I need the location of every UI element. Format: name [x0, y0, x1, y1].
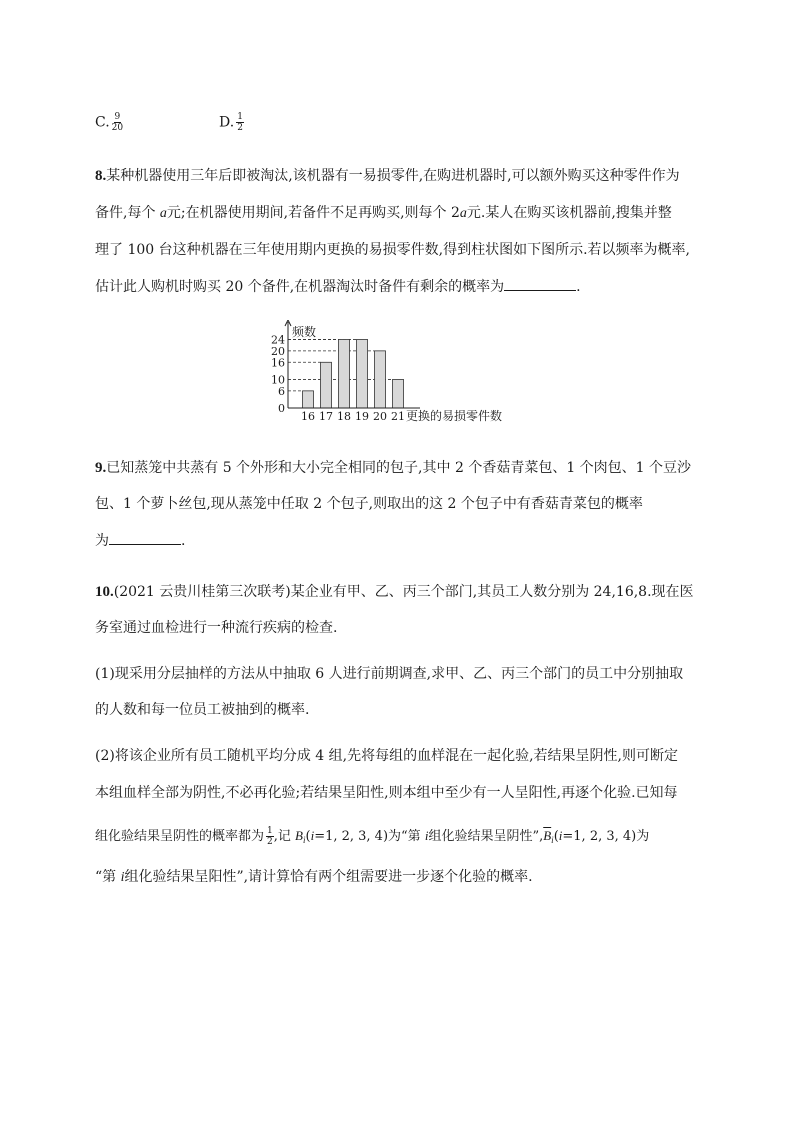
q10-line2: 务室通过血检进行一种流行疾病的检查. [95, 620, 338, 636]
y-tick-label: 6 [278, 384, 285, 398]
q10-part1-line2: 的人数和每一位员工被抽到的概率. [95, 702, 310, 718]
q9-answer-blank [109, 530, 181, 545]
option-c-fraction: $\frac{9}{20}$ [111, 112, 124, 133]
y-axis-title: 频数 [292, 325, 317, 339]
q10-part2-line4: “第 i组化验结果呈阳性”,请计算恰有两个组需要进一步逐个化验的概率. [95, 869, 533, 885]
q10-line1: 10.(2021 云贵川桂第三次联考)某企业有甲、乙、丙三个部门,其员工人数分别为 24,16,8.现在医 [95, 584, 694, 600]
q10-part2-line1: (2)将该企业所有员工随机平均分成 4 组,先将每组的血样混在一起化验,若结果呈阴性,则可断定 [95, 748, 678, 764]
q10-part2-line2: 本组血样全部为阴性,不必再化验;若结果呈阳性,则本组中至少有一人呈阳性,再逐个化验.已知每 [95, 785, 678, 801]
x-tick-label: 18 [337, 410, 351, 423]
y-tick-label: 20 [271, 344, 285, 358]
half-fraction: $\frac{1}{2}$ [267, 826, 273, 847]
bar [303, 391, 314, 408]
bar-chart [260, 320, 560, 430]
bar [339, 339, 350, 408]
q9-number: 9. [95, 460, 107, 476]
y-tick-label: 24 [271, 333, 285, 347]
bar [393, 379, 404, 408]
y-tick-label: 16 [271, 356, 285, 370]
x-tick-label: 20 [373, 410, 387, 423]
x-tick-label: 19 [355, 410, 369, 423]
option-c-label: C. [95, 114, 110, 131]
q8-answer-blank [504, 276, 576, 291]
x-tick-label: 17 [319, 410, 333, 423]
x-tick-label: 16 [301, 410, 315, 423]
q10-part1-line1: (1)现采用分层抽样的方法从中抽取 6 人进行前期调查,求甲、乙、丙三个部门的员工中分别抽取 [95, 666, 684, 682]
q8-line2: 备件,每个 a元;在机器使用期间,若备件不足再购买,则每个 2a元.某人在购买该机器前,搜集并整 [95, 205, 672, 221]
option-d-fraction: $\frac{1}{2}$ [237, 112, 243, 133]
bar [321, 362, 332, 408]
q10-part2-line3: 组化验结果呈阴性的概率都为 $\frac{1}{2}$ ,记 $B_i(i=1$, 2, 3, 4)为“第 i组化验结果呈阴性$”,\overline{B}_i(i=1$, 2, 3, 4)为 [95, 826, 650, 847]
option-d [219, 112, 244, 133]
x-tick-label: 21 [391, 410, 405, 423]
q8-number: 8. [95, 168, 107, 184]
bar [357, 339, 368, 408]
x-axis-title: 更换的易损零件数 [406, 409, 503, 423]
q9-line3: 为 . [95, 530, 185, 551]
option-c [95, 112, 123, 133]
q9-line2: 包、1 个萝卜丝包,现从蒸笼中任取 2 个包子,则取出的这 2 个包子中有香菇青菜包的概率 [95, 496, 643, 512]
y-tick-label: 10 [271, 373, 285, 387]
option-d-label: D. [219, 114, 235, 131]
bar [375, 351, 386, 408]
q10-number: 10. [95, 584, 114, 600]
q8-line3: 理了 100 台这种机器在三年使用期内更换的易损零件数,得到柱状图如下图所示.若以频率为概率, [95, 242, 690, 258]
b-bar-symbol: $\overline{B}$ [543, 828, 552, 843]
y-tick-label: 0 [278, 402, 285, 415]
q8-line1: 8.某种机器使用三年后即被淘汰,该机器有一易损零件,在购进机器时,可以额外购买这种零件作为 [95, 168, 680, 184]
q8-line4: 估计此人购机时购买 20 个备件,在机器淘汰时备件有剩余的概率为 . [95, 276, 581, 297]
q9-line1: 9.已知蒸笼中共蒸有 5 个外形和大小完全相同的包子,其中 2 个香菇青菜包、1 个肉包、1 个豆沙 [95, 460, 692, 476]
